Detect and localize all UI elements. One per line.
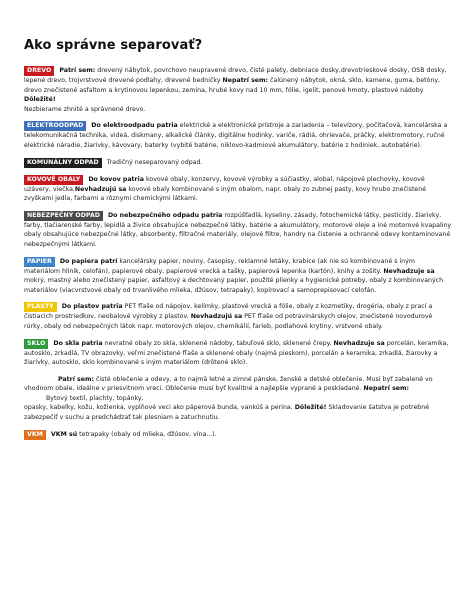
- kovove-out-label: Nevhadzujú sa: [74, 185, 127, 193]
- textil-in-label: Patrí sem:: [58, 375, 94, 383]
- tag-nebezpecny-odpad: NEBEZPEČNÝ ODPAD: [24, 211, 103, 221]
- textil-note-label: Dôležité!: [294, 404, 327, 412]
- tag-sklo: SKLO: [24, 339, 48, 349]
- section-komunalny: [24, 158, 452, 168]
- kovove-in-text: kovové obaly, konzervy, kovové výrobky a súčiastky, alobal, nápojové plechovky, kovové uzávery, viečka.: [24, 175, 425, 193]
- sklo-in-label: Do skla patria: [53, 339, 103, 347]
- section-nebezpecny-odpad: [24, 211, 452, 250]
- elektro-in-text: elektrické a elektronické prístroje a zariadenia – televízory, počítačová, kancelárska a telekomunikačná technika, videá, diskmany, alkalické články, digitálne hodinky, variče, rádiá, ohrievače, práčky, elektromotory, ručné elektrické náradie, žiarivky, kávovary, baterky (vybité batérie, niklovo-kadmiové akumulátory, batérie z hodiniek, autobatérie).: [24, 122, 448, 149]
- tag-kovove-obaly: KOVOVÉ OBALY: [24, 175, 83, 185]
- section-drevo: [24, 66, 452, 114]
- nebezpecny-in-text: rozpúšťadlá, kyseliny, zásady, fotochemické látky, pesticídy, žiarivky, farby, tlačiarenské farby, lepidlá a živice obsahujúce nebezpečné látky, batérie a akumulátory, motorové oleje a iné motorové kvapaliny obaly obsahujúce nebezpečné látky, absorbenty, filtračné materiály, olejové filtre, handry na čistenie a ochranné odevy kontaminované nebezpečnými látkami.: [24, 211, 452, 248]
- drevo-note-text: Nezbierame zhnité a správnené drevo.: [24, 105, 146, 113]
- document-page: [24, 38, 452, 447]
- textil-note-text: Skladovanie šatstva je potrebné zabezpečiť v suchu a predchádzať tak plesniam a zatuchnutiu.: [24, 404, 430, 422]
- drevo-out-text: čalúnený nábytok, okná, sklo, kamene, guma, betóny, drevo znečistené asfaltom a krytinovou lepenkou, zemina, hrubé kovy nad 10 mm, fólie, igelit, penové hmoty, plastové nádoby: [24, 77, 441, 94]
- komunalny-text: Tradičný neseparovaný odpad.: [106, 158, 203, 166]
- textil-out-text: Bytový textil, plachty, topánky,: [46, 394, 144, 402]
- section-vkm: [24, 430, 452, 440]
- plasty-out-text: PET fľaše od potravinárskych olejov, znečistené novodurové rúrky, obaly od nebezpečných látok napr. motorových olejov, chemikálií, farieb, podlahové krytiny, vrstvené obaly.: [24, 313, 433, 330]
- drevo-in-text: drevený nábytok, povrchovo neupravené drevo, čisté palety, debniace dosky,drevotrieskové dosky, OSB dosky, lepené drevo, trojvrstvové drevené podlahy, drevené bedničky: [24, 67, 447, 84]
- section-textil: [24, 375, 452, 423]
- tag-drevo: DREVO: [24, 66, 54, 76]
- vkm-in-text: tetrapaky (obaly od mlieka, džúsov, vína...).: [77, 430, 217, 438]
- textil-out-label: Nepatrí sem:: [363, 385, 410, 393]
- papier-out-label: Nevhadzuje sa: [383, 267, 435, 275]
- tag-plasty: PLASTY: [24, 302, 57, 312]
- textil-line3: opasky, kabelky, kožu, kožienka, vypĺňové veci ako páperová bunda, vankúš a perina.: [24, 404, 295, 412]
- sklo-out-text: porcelán, keramika, autosklo, zrkadlá, TV obrazovky, veľmi znečistené fľaše a sklenené obaly (najmä pieskom), porcelán a keramika, zrkadlá, žiarovky a žiarivky, autosklo, sklo kombinované s iným materiálom (drôtené sklo).: [24, 339, 449, 367]
- papier-in-label: Do papiera patrí: [59, 257, 118, 265]
- drevo-note-label: Dôležité!: [24, 96, 56, 104]
- drevo-out-label: Nepatrí sem:: [222, 77, 269, 84]
- section-sklo: [24, 339, 452, 368]
- plasty-out-label: Nevhadzujú sa: [190, 313, 243, 321]
- page-title: Ako správne separovať?: [24, 38, 203, 53]
- textil-indent-2: [24, 395, 46, 402]
- papier-in-text: kancelársky papier, noviny, časopisy, reklamné letáky, krabice (ak nie sú kombinované s iným materiálom hliník, celofán), papierové obaly, papierové vrecká a tašky, papierová lepenka (kartón), knihy a zošity.: [24, 257, 415, 275]
- papier-out-text: mokrý, mastný alebo znečistený papier, asfaltový a dechtovaný papier, použité plienky a hygienické potreby, obaly z kombinovaných materiálov (viacvrstvové obaly od trvanlivého mlieka, džúsov, tetrapaky), kopírovací a samoprepisovací celofán.: [24, 277, 444, 294]
- elektro-in-label: Do elektroodpadu patria: [91, 122, 178, 130]
- section-elektro: [24, 121, 452, 150]
- tag-komunalny-odpad: KOMUNÁLNY ODPAD: [24, 158, 102, 168]
- kovove-in-label: Do kovov patria: [88, 175, 144, 183]
- section-kovove-obaly: [24, 175, 452, 204]
- drevo-in-label: Patrí sem:: [59, 67, 96, 74]
- plasty-in-text: PET fľaše od nápojov, kelímky, plastové vrecká a fólie, obaly z kozmetiky, drogéria, obaly z prací a čistiacich prostriedkov, neobalové výrobky z plastov.: [24, 303, 433, 321]
- kovove-out-text: kovové obaly kombinované s iným obalom, napr. obaly zo zubnej pasty, kovy hrubo znečistené zvyškami jedla, farbami a rôznymi chemickými látkami.: [24, 185, 427, 203]
- textil-indent: [24, 376, 58, 383]
- sklo-out-label: Nevhadzuje sa: [333, 339, 385, 347]
- textil-in-text: čisté oblečenie a odevy, a to najmä letné a zimné pánske, ženské a detské oblečenie. Musí byť zabalené vo vhodnom obale, ideálne v priesvitnom vreci. Oblečenie musí byť kvalitné a najlepšie vyprané a poskladané.: [24, 375, 433, 393]
- tag-vkm: VKM: [24, 430, 46, 440]
- nebezpecny-in-label: Do nebezpečného odpadu patria: [107, 211, 223, 219]
- section-plasty: [24, 302, 452, 331]
- section-papier: [24, 257, 452, 296]
- sklo-in-text: nevratné obaly zo skla, sklenené nádoby, tabuľové sklo, sklenené črepy.: [102, 339, 334, 347]
- tag-elektroodpad: ELEKTROODPAD: [24, 121, 86, 131]
- plasty-in-label: Do plastov patria: [61, 303, 123, 311]
- vkm-in-label: VKM sú: [50, 430, 78, 438]
- tag-papier: PAPIER: [24, 257, 55, 267]
